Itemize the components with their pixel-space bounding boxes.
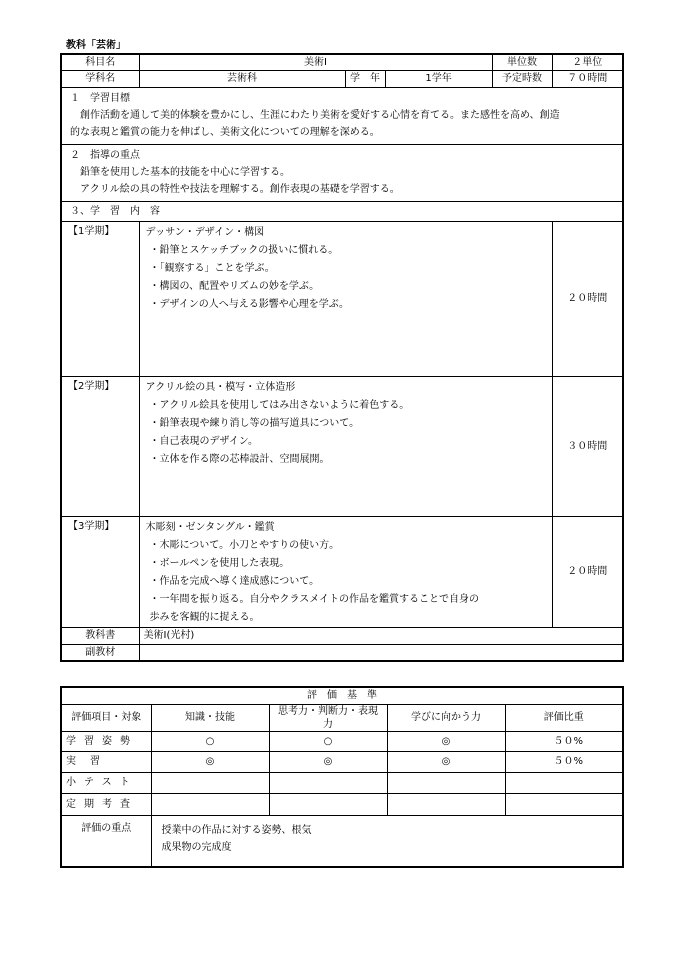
term-1-content — [139, 221, 552, 376]
term-2-hours: ３０時間 — [552, 376, 623, 516]
teaching-focus-line: 鉛筆を使用した基本的技能を中心に学習する。 — [80, 166, 290, 178]
thinking-mark: ○ — [269, 731, 387, 751]
evaluation-row-label: 小テスト — [61, 772, 151, 793]
department-label: 学科名 — [61, 70, 139, 87]
grade-value: 1学年 — [385, 70, 492, 87]
knowledge-mark: ◎ — [151, 751, 269, 772]
attitude-mark: ◎ — [387, 731, 505, 751]
term-item: ・デザインの人へ与える影響や心理を学ぶ。 — [149, 298, 349, 310]
units-value: ２単位 — [552, 54, 623, 70]
planned-hours-label: 予定時数 — [492, 70, 552, 87]
thinking-mark: ◎ — [269, 751, 387, 772]
term-item: ・木彫について。小刀とやすりの使い方。 — [149, 539, 340, 551]
term-3-hours: ２０時間 — [552, 516, 623, 627]
evaluation-header: 評価項目・対象 — [61, 704, 151, 731]
term-topic: 木彫刻・ゼンタングル・鑑賞 — [145, 521, 275, 533]
term-topic: デッサン・デザイン・構図 — [145, 226, 265, 238]
evaluation-ratio — [505, 793, 623, 815]
term-item: ・アクリル絵具を使用してはみ出さないように着色する。 — [149, 399, 410, 411]
teaching-focus-line: アクリル絵の具の特性や技法を理解する。創作表現の基礎を学習する。 — [80, 183, 400, 195]
evaluation-title: 評 価 基 準 — [61, 687, 623, 704]
term-item: ・作品を完成へ導く達成感について。 — [149, 575, 320, 587]
sub-material-label: 副教材 — [61, 644, 139, 661]
term-item: ・鉛筆とスケッチブックの扱いに慣れる。 — [149, 244, 339, 256]
evaluation-row-label: 定期考査 — [61, 793, 151, 815]
textbook-label: 教科書 — [61, 627, 139, 644]
learning-goals-line: 的な表現と鑑賞の能力を伸ばし、美術文化についての理解を深める。 — [70, 126, 380, 138]
subject-name-label: 科目名 — [61, 54, 139, 70]
subject-name-value: 美術Ⅰ — [139, 54, 492, 70]
learning-content-title: ３、学 習 内 容 — [61, 201, 623, 221]
learning-goals-title: １ 学習目標 — [70, 92, 130, 104]
term-2-content — [139, 376, 552, 516]
textbook-value: 美術Ⅰ(光村) — [139, 627, 623, 644]
evaluation-ratio: ５０% — [505, 751, 623, 772]
grade-label: 学 年 — [345, 70, 385, 87]
term-1-label: 【1学期】 — [61, 221, 139, 376]
evaluation-focus-label: 評価の重点 — [61, 815, 151, 867]
planned-hours-value: ７０時間 — [552, 70, 623, 87]
sub-material-value — [139, 644, 623, 661]
term-2-label: 【2学期】 — [61, 376, 139, 516]
thinking-mark — [269, 793, 387, 815]
evaluation-ratio — [505, 772, 623, 793]
term-item: ・構図の、配置やリズムの妙を学ぶ。 — [149, 280, 320, 292]
attitude-mark: ◎ — [387, 751, 505, 772]
evaluation-header: 思考力・判断力・表現力 — [269, 704, 387, 731]
term-item: 歩みを客観的に捉える。 — [149, 611, 260, 623]
evaluation-header: 学びに向かう力 — [387, 704, 505, 731]
evaluation-ratio: ５０% — [505, 731, 623, 751]
evaluation-focus-line: 授業中の作品に対する姿勢、根気 — [161, 824, 312, 836]
attitude-mark — [387, 772, 505, 793]
units-label: 単位数 — [492, 54, 552, 70]
term-item: ・鉛筆表現や練り消し等の描写道具について。 — [149, 417, 360, 429]
evaluation-row-label: 実習 — [61, 751, 151, 772]
attitude-mark — [387, 793, 505, 815]
department-value: 芸術科 — [139, 70, 345, 87]
knowledge-mark: ○ — [151, 731, 269, 751]
evaluation-focus — [151, 815, 623, 867]
evaluation-header: 評価比重 — [505, 704, 623, 731]
term-topic: アクリル絵の具・模写・立体造形 — [145, 381, 296, 393]
teaching-focus — [61, 144, 623, 201]
term-item: ・ボールペンを使用した表現。 — [149, 557, 290, 569]
term-3-content — [139, 516, 552, 627]
subject-heading: 教科「芸術」 — [66, 40, 126, 51]
term-item: ・一年間を振り返る。自分やクラスメイトの作品を鑑賞することで自身の — [149, 593, 479, 605]
evaluation-table — [60, 686, 624, 868]
evaluation-header: 知識・技能 — [151, 704, 269, 731]
term-item: ・自己表現のデザイン。 — [149, 435, 258, 447]
teaching-focus-title: ２ 指導の重点 — [70, 149, 140, 161]
learning-goals — [61, 87, 623, 144]
term-1-hours: ２０時間 — [552, 221, 623, 376]
knowledge-mark — [151, 793, 269, 815]
term-item: ・立体を作る際の芯棒設計、空間展開。 — [149, 453, 330, 465]
knowledge-mark — [151, 772, 269, 793]
term-item: ・「観察する」ことを学ぶ。 — [149, 262, 275, 274]
learning-goals-line: 創作活動を通して美的体験を豊かにし、生涯にわたり美術を愛好する心情を育てる。また感性を高め、創造 — [80, 109, 560, 121]
term-3-label: 【3学期】 — [61, 516, 139, 627]
evaluation-focus-line: 成果物の完成度 — [161, 841, 232, 853]
thinking-mark — [269, 772, 387, 793]
syllabus-table — [60, 53, 624, 662]
evaluation-row-label: 学習姿勢 — [61, 731, 151, 751]
